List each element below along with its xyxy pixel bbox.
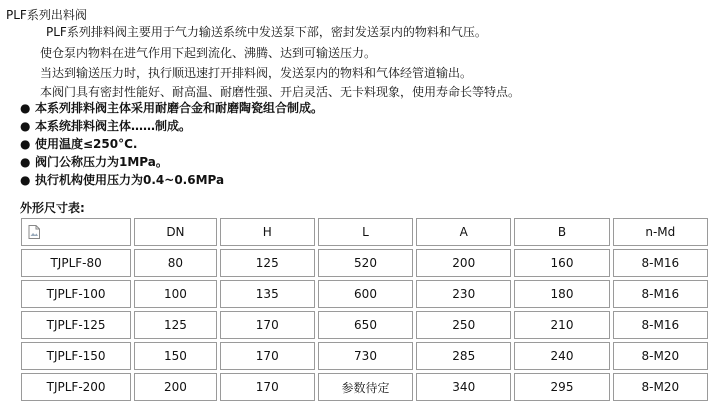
column-header: n-Md	[613, 218, 708, 246]
table-cell: 285	[416, 342, 511, 370]
bullet-icon: ●	[20, 155, 31, 169]
table-cell: 100	[134, 280, 216, 308]
table-header-row	[21, 218, 708, 246]
column-header: L	[318, 218, 413, 246]
bullet-icon: ●	[20, 137, 31, 151]
dimension-table	[18, 215, 711, 404]
bullet-icon: ●	[20, 173, 31, 187]
paragraph-4: 本阀门具有密封性能好、耐高温、耐磨性强、开启灵活、无卡料现象，使用寿命长等特点。	[40, 85, 521, 99]
table-cell: 170	[220, 311, 315, 339]
table-cell: 参数待定	[318, 373, 413, 401]
document-image-icon	[28, 225, 40, 239]
table-cell: 600	[318, 280, 413, 308]
table-cell: 8-M16	[613, 249, 708, 277]
table-corner-cell	[21, 218, 131, 246]
table-cell: 230	[416, 280, 511, 308]
table-row	[21, 249, 708, 277]
feature-item	[20, 117, 323, 135]
table-cell: 170	[220, 373, 315, 401]
table-cell: 200	[134, 373, 216, 401]
column-header: H	[220, 218, 315, 246]
table-cell: 8-M16	[613, 311, 708, 339]
table-row	[21, 342, 708, 370]
column-header: A	[416, 218, 511, 246]
table-cell: 295	[514, 373, 609, 401]
table-cell: 80	[134, 249, 216, 277]
table-cell: 210	[514, 311, 609, 339]
feature-item	[20, 135, 323, 153]
column-header: DN	[134, 218, 216, 246]
feature-item	[20, 171, 323, 189]
page-title: PLF系列出料阀	[6, 8, 87, 22]
table-cell: 180	[514, 280, 609, 308]
table-cell: 520	[318, 249, 413, 277]
table-cell: 8-M20	[613, 373, 708, 401]
table-cell: 240	[514, 342, 609, 370]
table-row	[21, 311, 708, 339]
table-cell: 135	[220, 280, 315, 308]
bullet-icon: ●	[20, 101, 31, 115]
table-cell: 8-M20	[613, 342, 708, 370]
section-title: 外形尺寸表:	[20, 201, 85, 215]
feature-item	[20, 99, 323, 117]
table-cell: 250	[416, 311, 511, 339]
paragraph-3: 当达到输送压力时，执行顺迅速打开排料阀，发送泵内的物料和气体经管道输出。	[40, 66, 473, 80]
table-cell: 730	[318, 342, 413, 370]
feature-text: 使用温度≤250°C.	[35, 137, 138, 151]
model-cell: TJPLF-200	[21, 373, 131, 401]
column-header: B	[514, 218, 609, 246]
table-cell: 125	[134, 311, 216, 339]
model-cell: TJPLF-150	[21, 342, 131, 370]
table-cell: 200	[416, 249, 511, 277]
feature-item	[20, 153, 323, 171]
table-cell: 340	[416, 373, 511, 401]
feature-text: 执行机构使用压力为0.4~0.6MPa	[35, 173, 225, 187]
table-cell: 170	[220, 342, 315, 370]
table-cell: 160	[514, 249, 609, 277]
paragraph-2: 使仓泵内物料在进气作用下起到流化、沸腾、达到可输送压力。	[40, 46, 377, 60]
feature-text: 本系统排料阀主体……制成。	[35, 119, 192, 133]
model-cell: TJPLF-100	[21, 280, 131, 308]
table-cell: 150	[134, 342, 216, 370]
feature-list	[20, 99, 323, 189]
table-cell: 650	[318, 311, 413, 339]
bullet-icon: ●	[20, 119, 31, 133]
table-row	[21, 280, 708, 308]
feature-text: 本系列排料阀主体采用耐磨合金和耐磨陶瓷组合制成。	[35, 101, 324, 115]
model-cell: TJPLF-80	[21, 249, 131, 277]
table-cell: 125	[220, 249, 315, 277]
table-cell: 8-M16	[613, 280, 708, 308]
model-cell: TJPLF-125	[21, 311, 131, 339]
table-row	[21, 373, 708, 401]
paragraph-1: PLF系列排料阀主要用于气力输送系统中发送泵下部，密封发送泵内的物料和气压。	[46, 25, 487, 39]
feature-text: 阀门公称压力为1MPa。	[35, 155, 168, 169]
